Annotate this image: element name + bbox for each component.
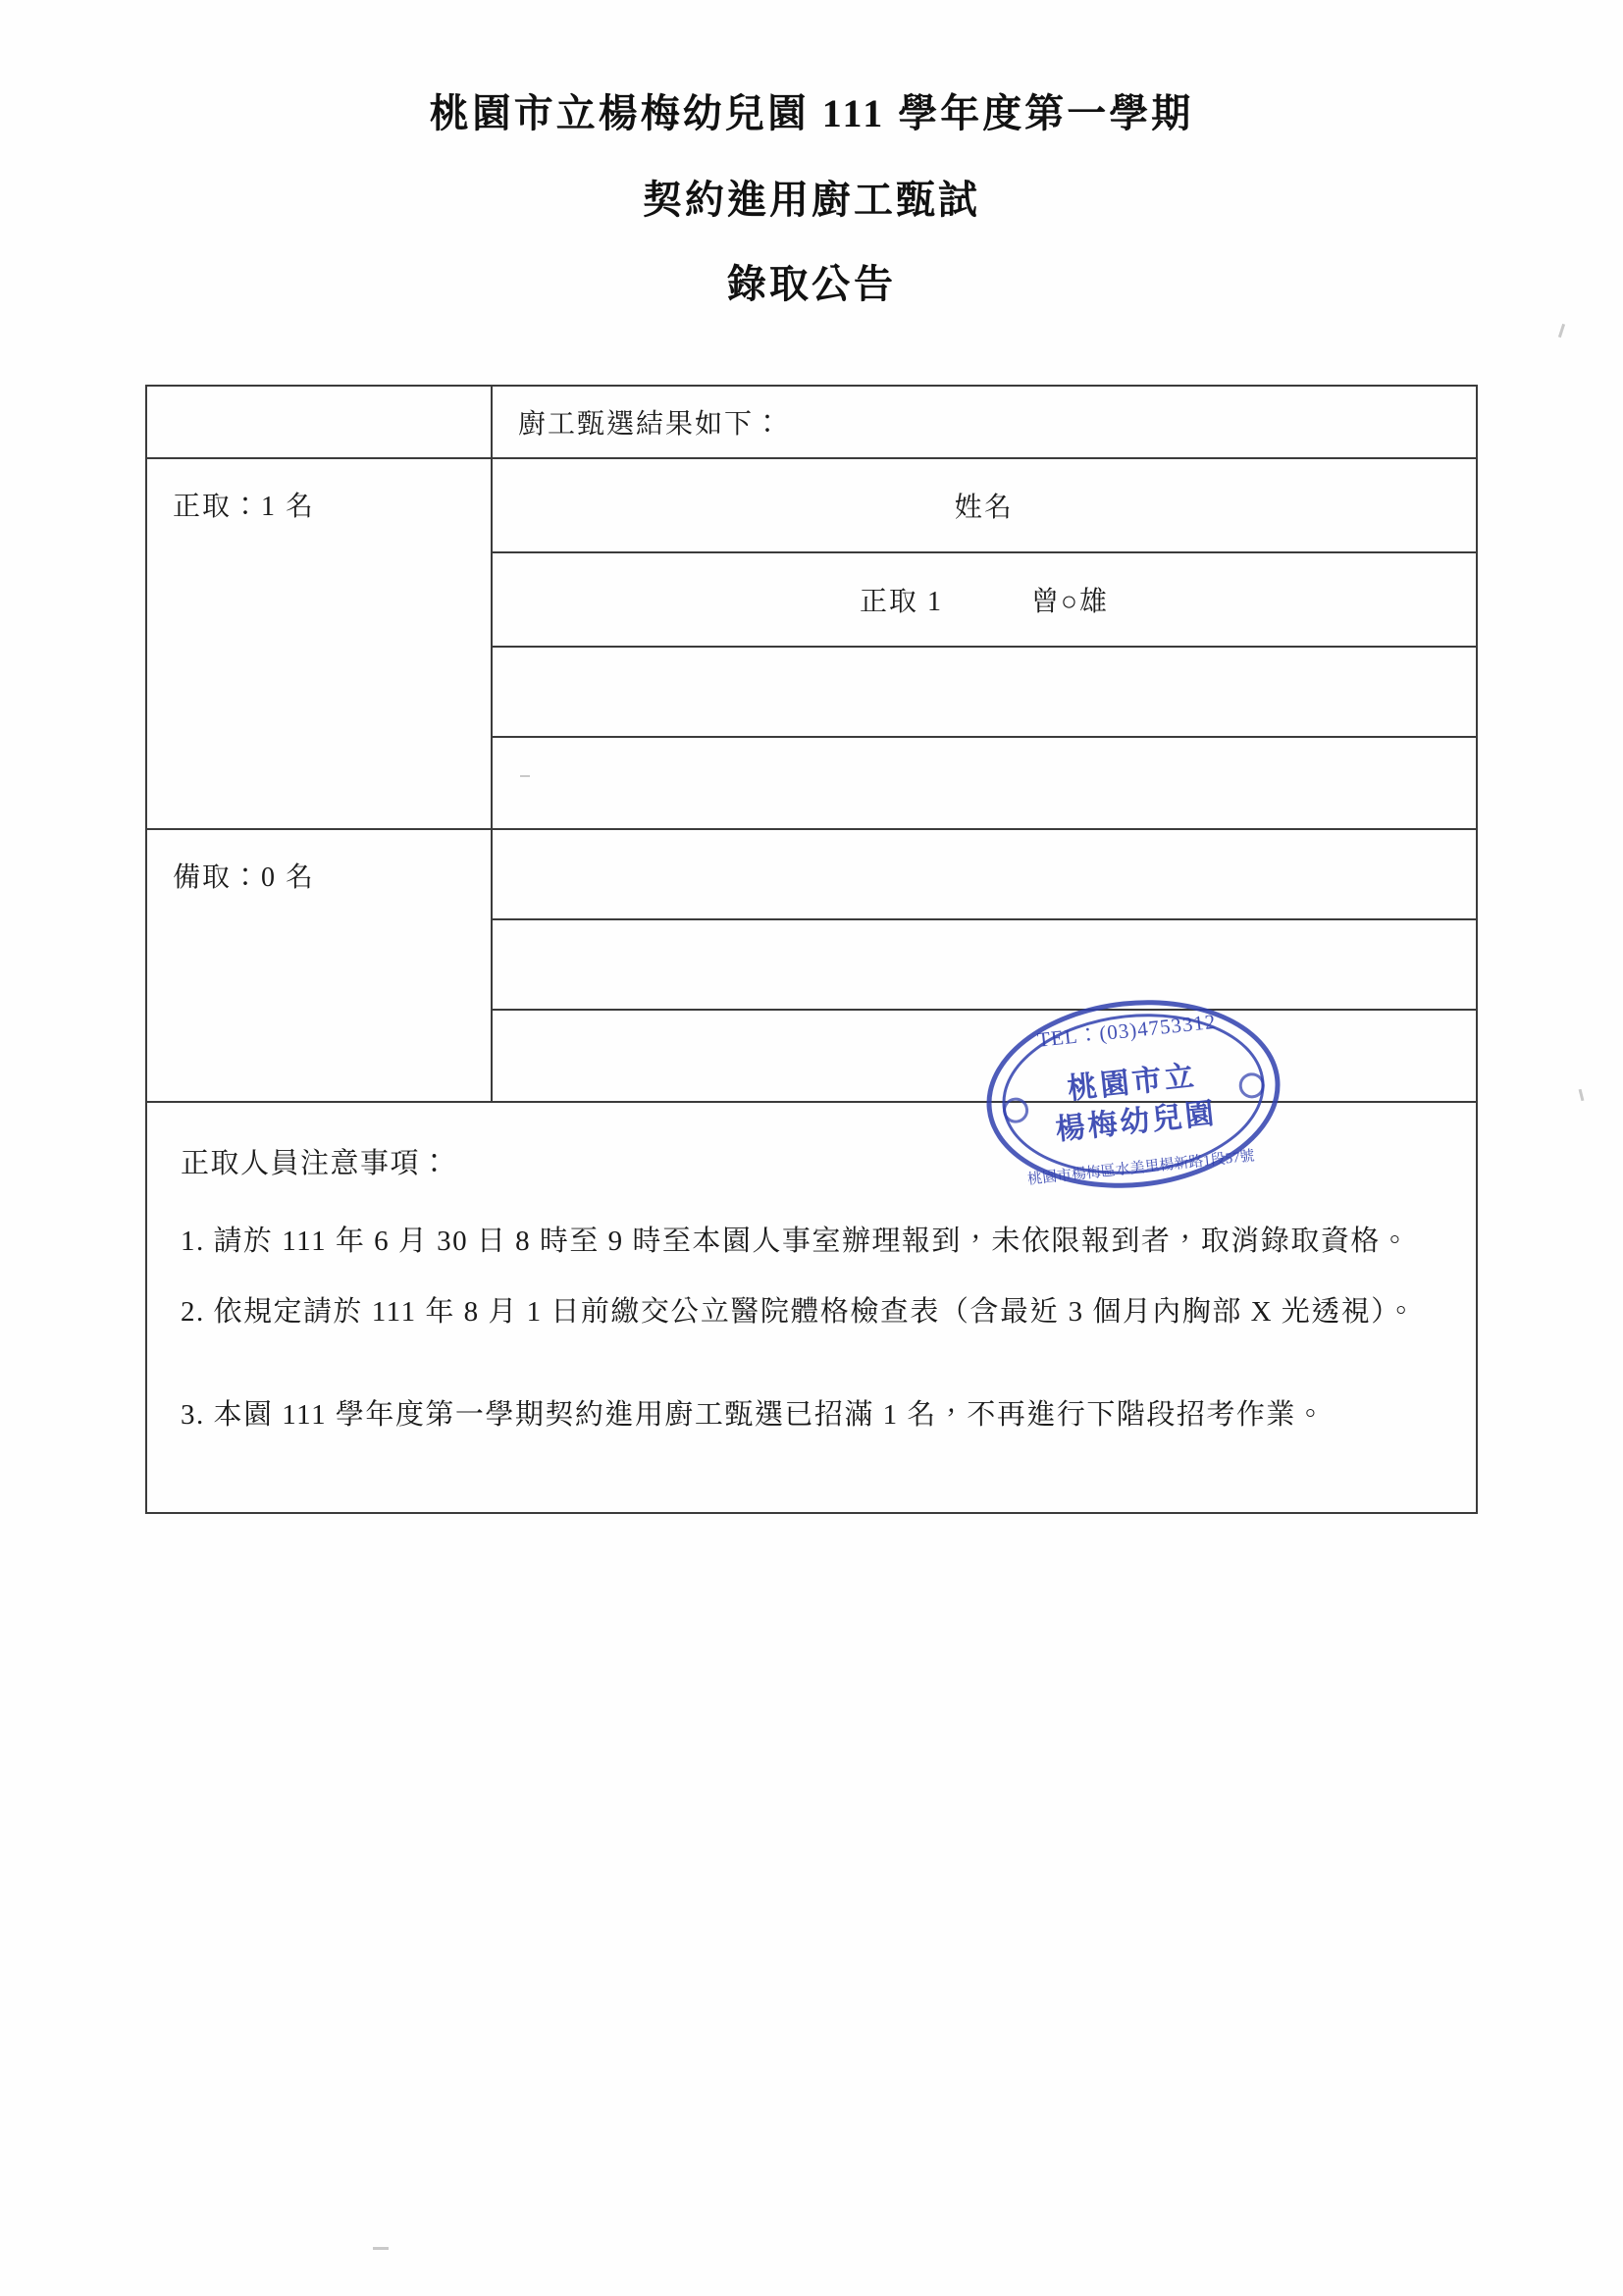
table-row xyxy=(493,648,1476,738)
page-title-line-1: 桃園市立楊梅幼兒園 111 學年度第一學期 xyxy=(429,91,1194,135)
table-row xyxy=(493,553,1476,648)
page-title-line-2: 契約進用廚工甄試 xyxy=(643,178,980,222)
table-group-reserve-rows xyxy=(493,830,1476,1101)
seal-line-2: 楊梅幼兒園 xyxy=(1054,1097,1219,1147)
page-title-line-3: 錄取公告 xyxy=(727,262,896,306)
table-group-primary xyxy=(147,459,1476,830)
seal-telephone: TEL：(03)4753312 xyxy=(1035,1009,1218,1052)
table-row xyxy=(493,1011,1476,1101)
scan-speck xyxy=(1558,324,1565,338)
seal-address: 桃園市楊梅區水美里楊新路1段57號 xyxy=(1026,1148,1256,1188)
table-group-primary-rows xyxy=(493,459,1476,828)
primary-entry xyxy=(518,580,1450,619)
table-cell-header-left xyxy=(147,387,493,457)
document-title-block xyxy=(0,91,1623,306)
scan-speck xyxy=(373,2247,389,2250)
table-cell-primary-count: 正取：1 名 xyxy=(147,459,493,828)
table-group-reserve xyxy=(147,830,1476,1103)
table-row xyxy=(147,387,1476,459)
results-table xyxy=(145,385,1478,1514)
note-item-3: 3. 本園 111 學年度第一學期契約進用廚工甄選已招滿 1 名，不再進行下階段招考作業。 xyxy=(181,1398,1327,1431)
primary-rank-label: 正取 1 xyxy=(860,587,944,617)
column-header-name: 姓名 xyxy=(954,493,1014,523)
notes-spacer xyxy=(181,1350,1442,1383)
note-item-1: 1. 請於 111 年 6 月 30 日 8 時至 9 時至本園人事室辦理報到，未依限報到者，取消錄取資格。 xyxy=(181,1226,1411,1258)
notes-section xyxy=(147,1103,1476,1512)
notes-title: 正取人員注意事項： xyxy=(181,1148,450,1179)
table-row xyxy=(493,459,1476,553)
scan-speck xyxy=(1579,1089,1585,1101)
table-row xyxy=(493,738,1476,828)
table-row xyxy=(493,830,1476,920)
table-cell-header-right: 廚工甄選結果如下： xyxy=(518,409,784,440)
table-cell-reserve-count: 備取：0 名 xyxy=(147,830,493,1101)
seal-line-1: 桃園市立 xyxy=(1066,1060,1199,1106)
note-item-2: 2. 依規定請於 111 年 8 月 1 日前繳交公立醫院體格檢查表（含最近 3 個月內胸部 X 光透視）。 xyxy=(181,1295,1417,1328)
primary-name-value: 曾○雄 xyxy=(1031,587,1109,617)
scan-speck xyxy=(520,775,530,777)
table-row xyxy=(493,920,1476,1011)
